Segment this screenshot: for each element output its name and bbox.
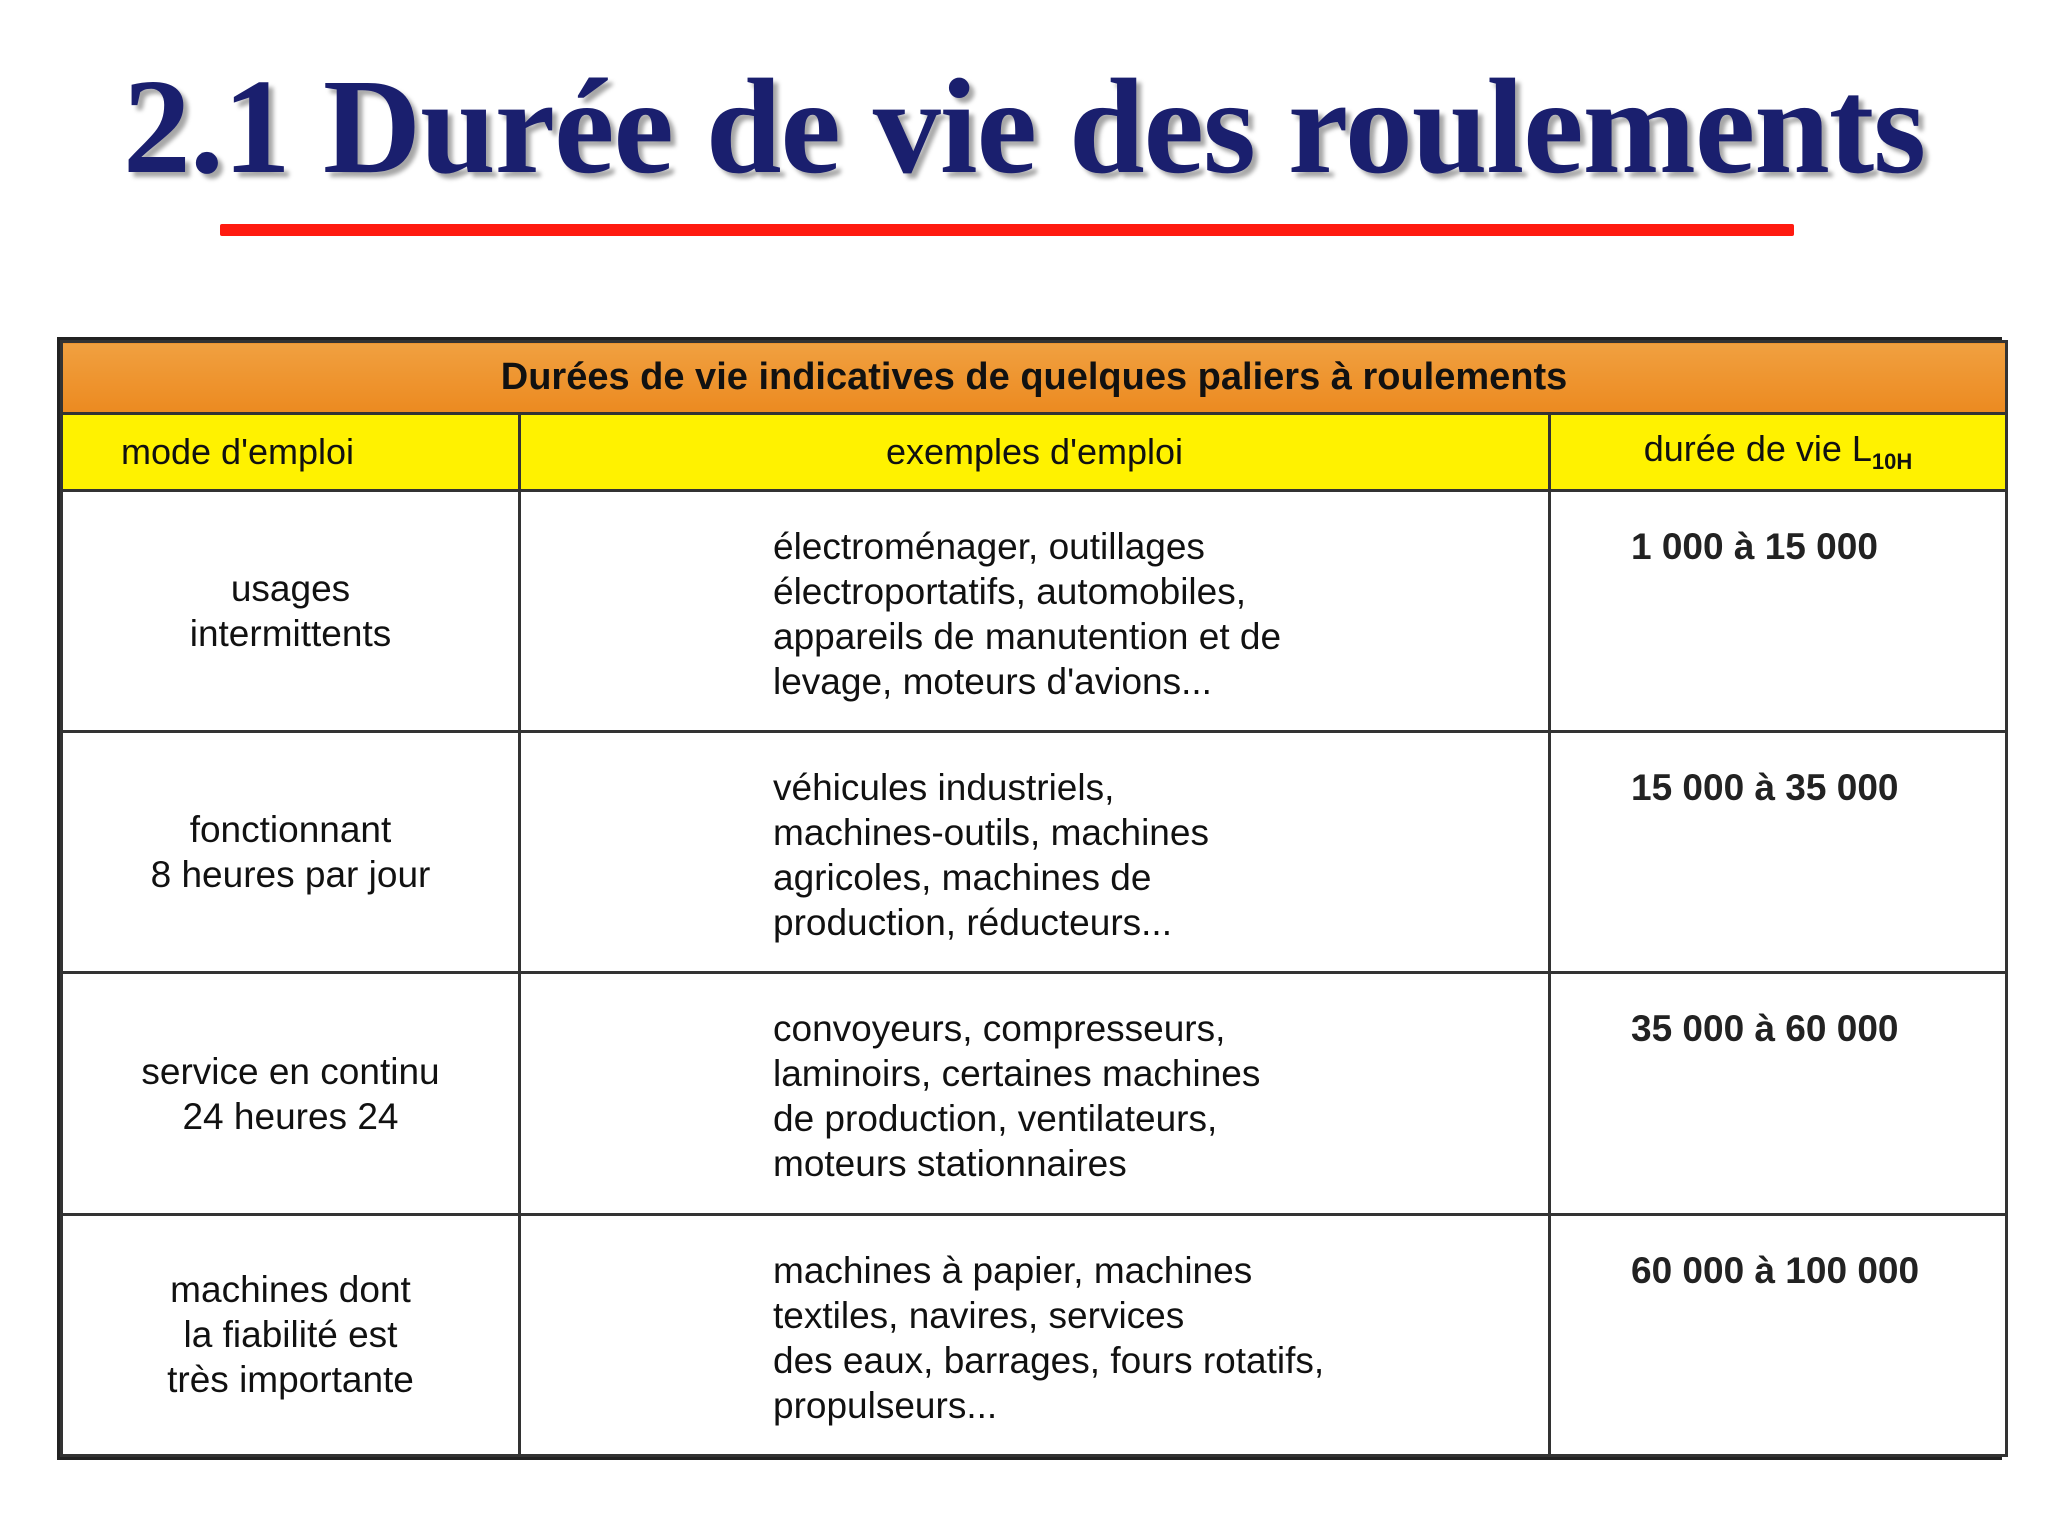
example-line: moteurs stationnaires [773,1143,1127,1185]
header-life-subscript: 10H [1871,449,1913,475]
mode-line: machines dont [170,1269,411,1311]
example-line: électroménager, outillages [773,525,1205,567]
header-mode: mode d'emploi [62,414,520,490]
table-row [62,1214,2007,1455]
example-line: production, réducteurs... [773,902,1172,944]
row-life: 15 000 à 35 000 [1550,732,2007,973]
mode-line: service en continu [141,1050,440,1092]
table-row [62,732,2007,973]
table-caption: Durées de vie indicatives de quelques paliers à roulements [62,342,2007,414]
table-caption-row [62,342,2007,414]
example-line: propulseurs... [773,1384,998,1426]
example-line: machines-outils, machines [773,812,1209,854]
example-line: véhicules industriels, [773,767,1115,809]
slide-title: 2.1 Durée de vie des roulements [122,52,1926,202]
row-examples [520,732,1550,973]
example-line: levage, moteurs d'avions... [773,660,1212,702]
mode-line: 8 heures par jour [150,854,431,896]
lifetime-table [60,340,2008,1457]
row-examples [520,973,1550,1214]
header-life-label: durée de vie L [1643,428,1872,470]
mode-line: fonctionnant [189,809,392,851]
example-line: électroportatifs, automobiles, [773,570,1247,612]
row-mode [62,973,520,1214]
example-line: agricoles, machines de [773,857,1152,899]
mode-line: intermittents [189,612,392,654]
row-life: 35 000 à 60 000 [1550,973,2007,1214]
row-mode [62,490,520,731]
example-line: machines à papier, machines [773,1249,1253,1291]
row-mode [62,1214,520,1455]
table-row [62,490,2007,731]
header-examples: exemples d'emploi [520,414,1550,490]
example-line: appareils de manutention et de [773,615,1282,657]
row-life: 1 000 à 15 000 [1550,490,2007,731]
table-header-row [62,414,2007,490]
mode-line: la fiabilité est [183,1314,398,1356]
example-line: convoyeurs, compresseurs, [773,1008,1226,1050]
example-line: laminoirs, certaines machines [773,1053,1261,1095]
mode-line: usages [230,567,351,609]
lifetime-table-container [57,337,2002,1460]
row-mode [62,732,520,973]
example-line: des eaux, barrages, fours rotatifs, [773,1339,1325,1381]
table-row [62,973,2007,1214]
header-life [1550,414,2007,490]
mode-line: très importante [167,1359,414,1401]
example-line: textiles, navires, services [773,1294,1185,1336]
example-line: de production, ventilateurs, [773,1098,1218,1140]
row-examples [520,1214,1550,1455]
row-life: 60 000 à 100 000 [1550,1214,2007,1455]
title-underline [220,224,1794,236]
mode-line: 24 heures 24 [182,1095,399,1137]
row-examples [520,490,1550,731]
